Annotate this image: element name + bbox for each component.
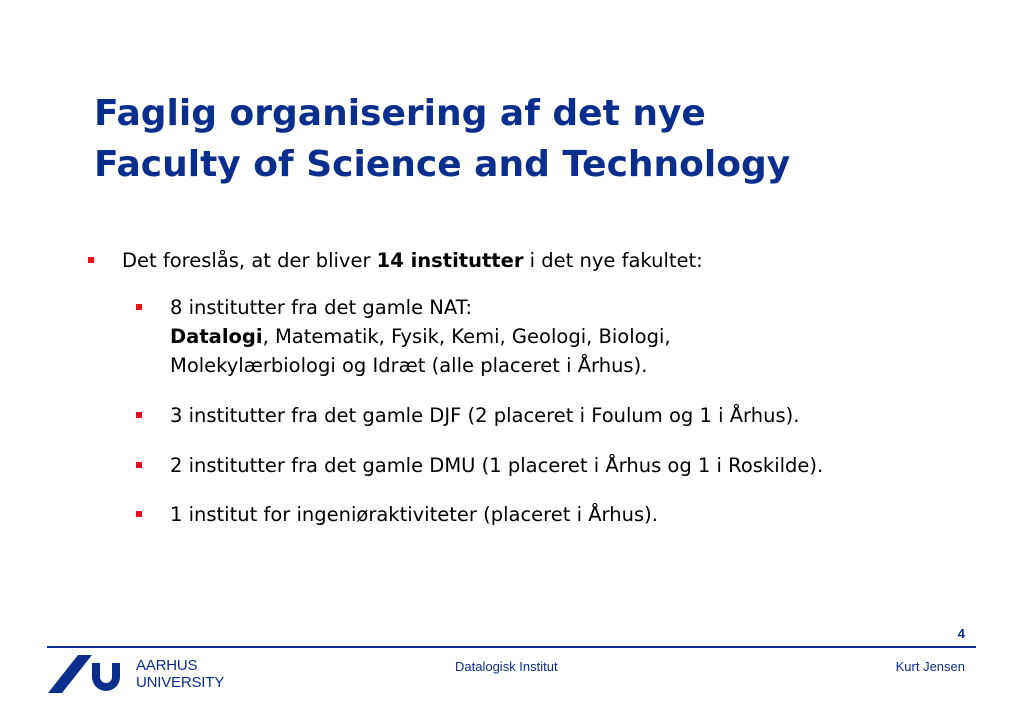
bullet-square-icon: [136, 412, 142, 418]
bullet-square-icon: [136, 511, 142, 517]
subbullet-engineering: [170, 500, 658, 529]
subbullet-dmu-text: 2 institutter fra det gamle DMU (1 placeret i Århus og 1 i Roskilde).: [170, 454, 824, 477]
footer-divider: [47, 646, 976, 648]
bullet-main-text-bold: 14 institutter: [376, 249, 524, 272]
subbullet-nat: [170, 293, 671, 380]
bullet-square-icon: [88, 257, 94, 263]
logo-text-line-1: AARHUS: [136, 657, 198, 674]
slide-title: [94, 88, 974, 190]
bullet-square-icon: [136, 304, 142, 310]
subbullet-nat-line-2: [170, 322, 671, 351]
slide-title-line-2: Faculty of Science and Technology: [94, 144, 791, 185]
subbullet-djf: [170, 401, 799, 430]
subbullet-engineering-text: 1 institut for ingeniøraktiviteter (placeret i Århus).: [170, 503, 658, 526]
page-number: 4: [957, 626, 965, 641]
logo-text-line-2: UNIVERSITY: [136, 674, 225, 691]
subbullet-nat-line-2-rest: , Matematik, Fysik, Kemi, Geologi, Biologi,: [262, 325, 671, 348]
subbullet-nat-line-1: 8 institutter fra det gamle NAT:: [170, 296, 473, 319]
footer-department: Datalogisk Institut: [455, 659, 558, 674]
bullet-main-text-pre: Det foreslås, at der bliver: [122, 249, 377, 272]
footer-author: Kurt Jensen: [895, 659, 965, 674]
subbullet-djf-text: 3 institutter fra det gamle DJF (2 placeret i Foulum og 1 i Århus).: [170, 404, 800, 427]
bullet-main: [122, 246, 703, 275]
subbullet-dmu: [170, 451, 823, 480]
subbullet-nat-line-3: Molekylærbiologi og Idræt (alle placeret i Århus).: [170, 354, 648, 377]
au-seal-icon: [48, 655, 128, 695]
bullet-main-text-post: i det nye fakultet:: [523, 249, 703, 272]
bullet-square-icon: [136, 462, 142, 468]
aarhus-university-logo: [48, 655, 228, 695]
slide-title-line-1: Faglig organisering af det nye: [94, 93, 706, 134]
subbullet-nat-bold: Datalogi: [170, 325, 263, 348]
